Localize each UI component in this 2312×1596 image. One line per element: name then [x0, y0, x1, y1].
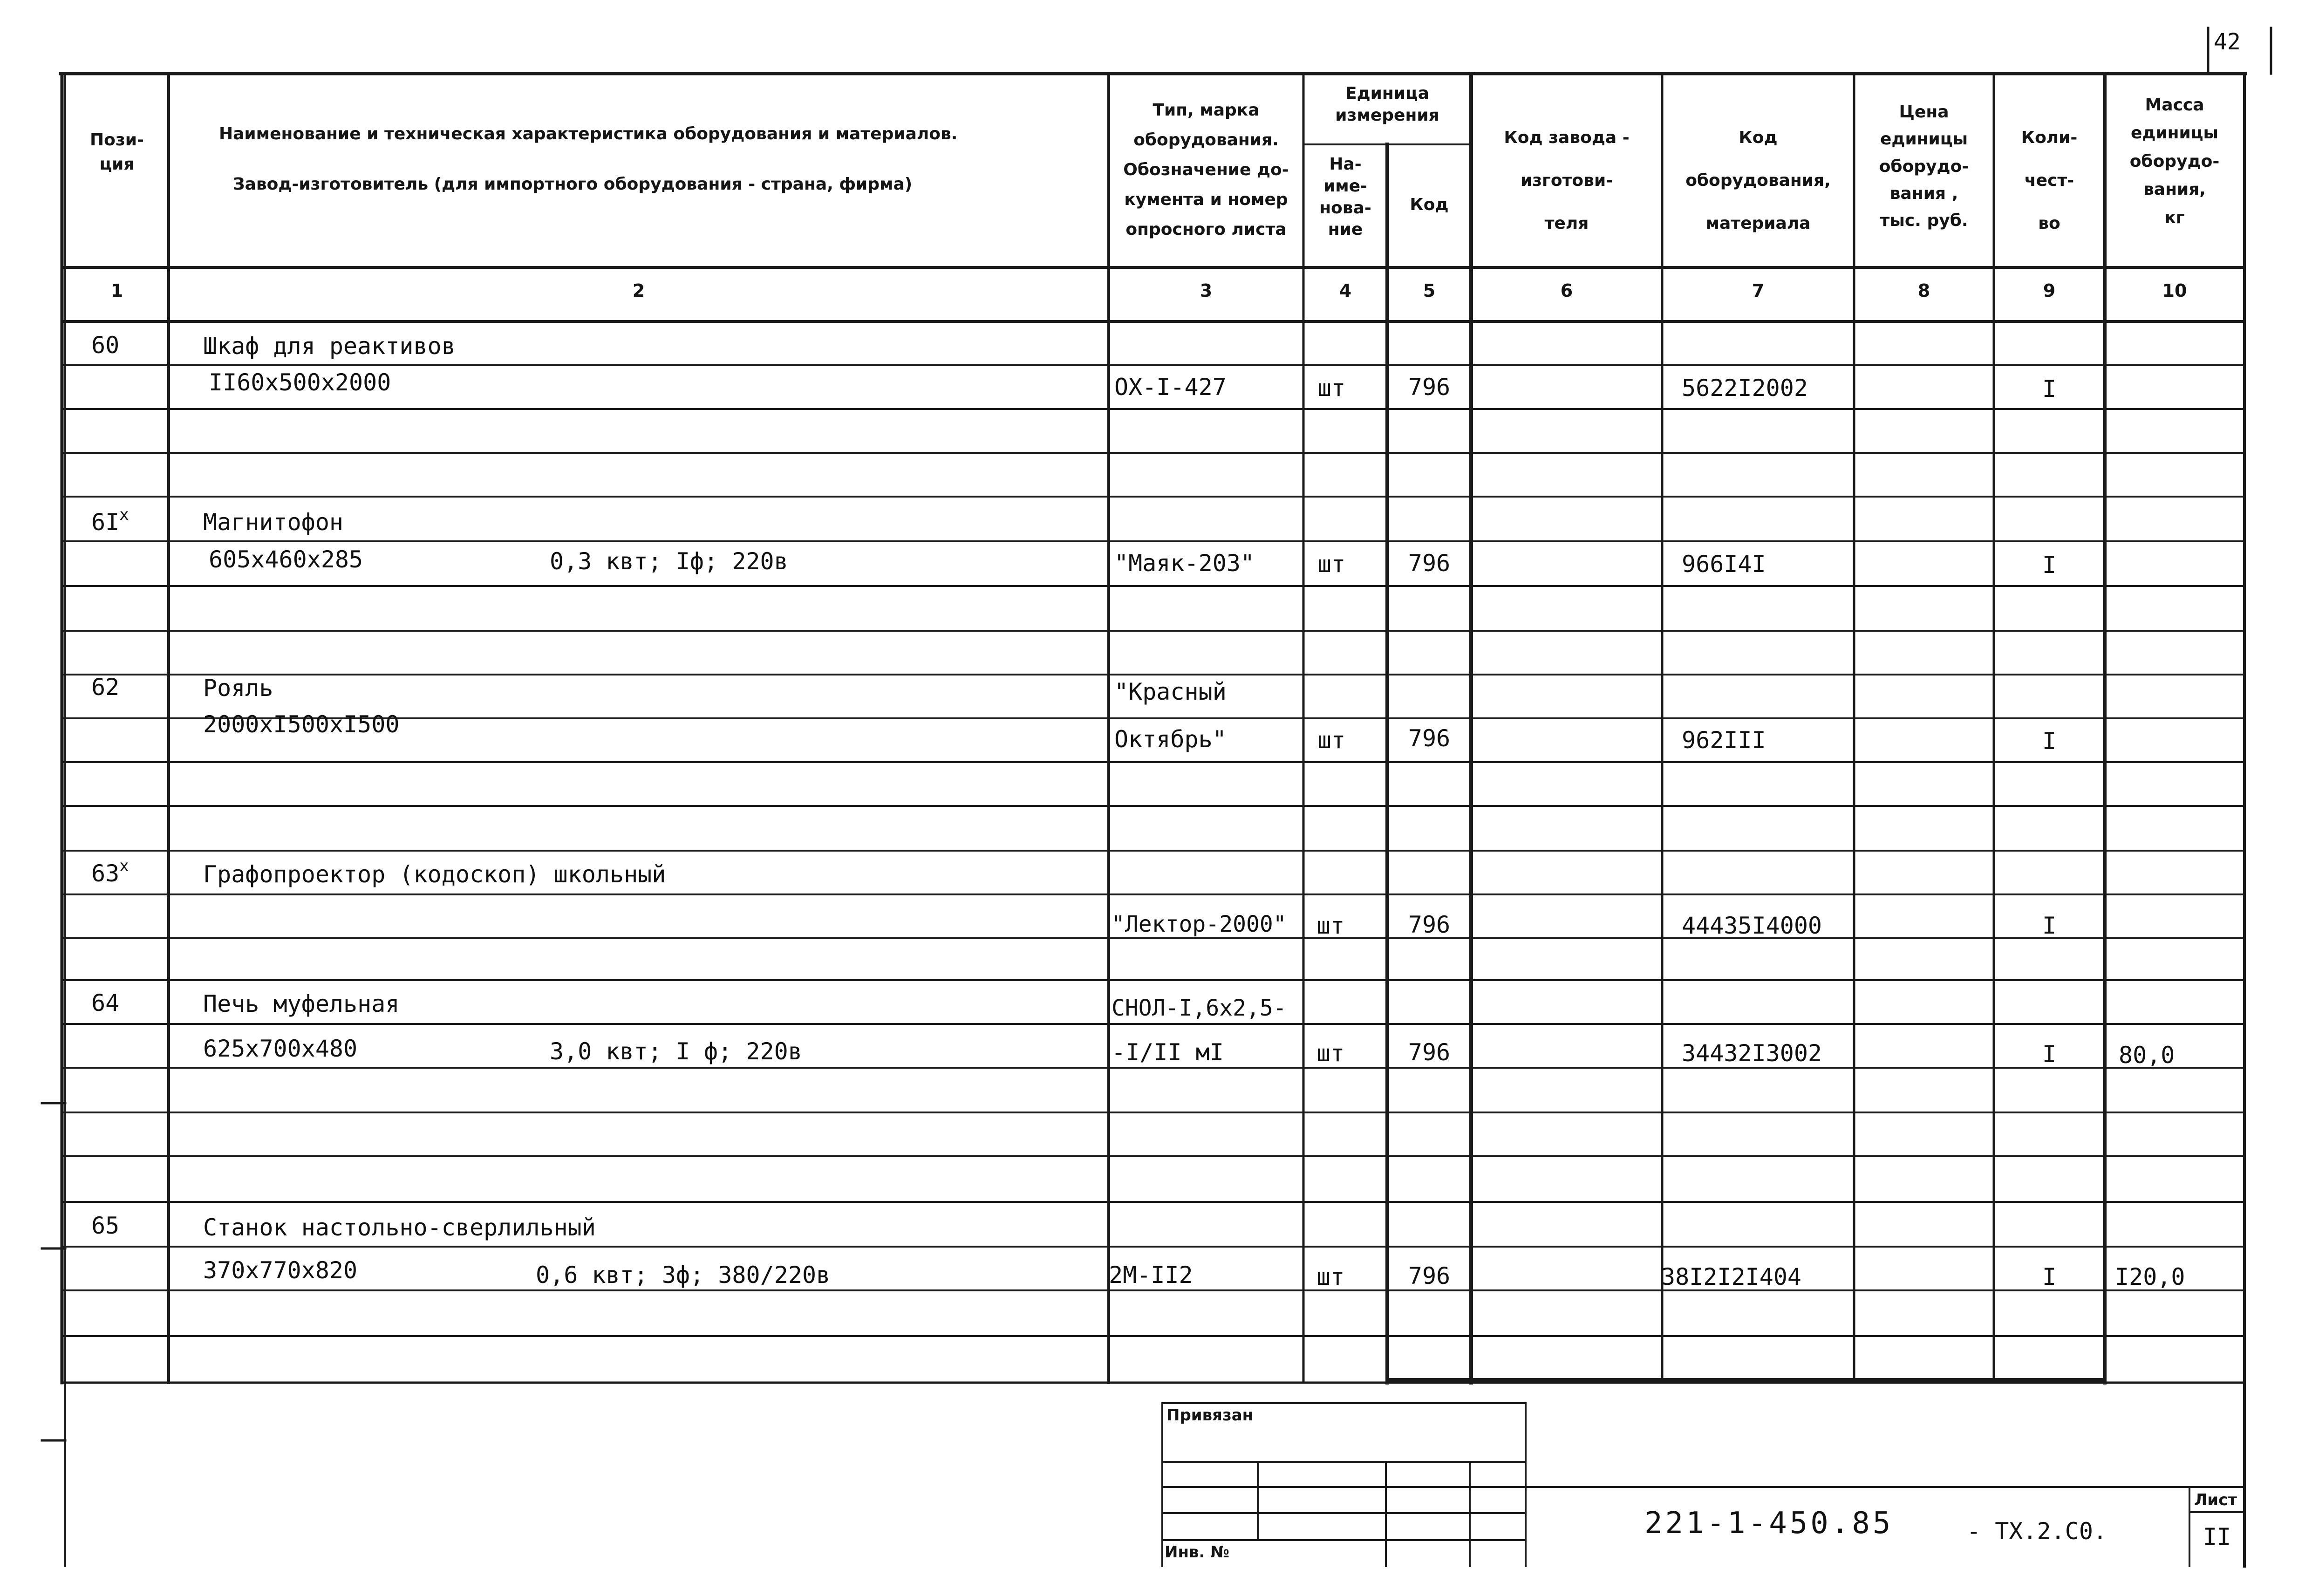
header-maker-code: Код завода - изготови- теля	[1504, 128, 1630, 233]
sheet-list-number: II	[2203, 1523, 2231, 1550]
colnum-5: 5	[1423, 280, 1436, 301]
stamp-privyazan: Привязан	[1166, 1406, 1254, 1425]
header-equipment-code: Код оборудования, материала	[1685, 128, 1831, 233]
item-type: Октябрь"	[1114, 726, 1227, 753]
item-dimensions: 2000хI500хI500	[203, 711, 400, 738]
header-price: Цена единицы оборудо- вания , тыс. руб.	[1879, 102, 1969, 231]
colnum-9: 9	[2043, 280, 2056, 301]
item-unit: шт	[1317, 551, 1346, 578]
item-name: Рояль	[203, 675, 273, 702]
sheet-label: Лист	[2194, 1491, 2237, 1509]
sheet-number: 42	[2214, 29, 2241, 55]
item-position: $6I^х$	[91, 505, 129, 536]
item-position: 64	[91, 989, 120, 1016]
item-unit-code: 796	[1408, 1039, 1451, 1066]
item-unit-code: 796	[1408, 1262, 1451, 1289]
item-unit: шт	[1316, 1263, 1345, 1290]
item-type: -I/II мI	[1112, 1039, 1224, 1066]
item-equipment-code: 962III	[1682, 727, 1766, 754]
header-quantity: Коли- чест- во	[2021, 128, 2078, 233]
item-power: 3,0 квт; I ф; 220в	[550, 1038, 802, 1065]
colnum-1: 1	[110, 280, 123, 301]
item-unit: шт	[1317, 375, 1346, 402]
item-unit-code: 796	[1408, 374, 1451, 401]
item-quantity: I	[2042, 728, 2057, 755]
item-unit-code: 796	[1408, 725, 1451, 752]
item-type-line1: "Красный	[1114, 678, 1227, 705]
colnum-2: 2	[632, 280, 645, 301]
colnum-3: 3	[1200, 280, 1213, 301]
item-name: Станок настольно-сверлильный	[203, 1214, 596, 1241]
item-position: $63^х$	[91, 857, 129, 887]
item-equipment-code: 38I2I2I404	[1661, 1263, 1802, 1290]
item-name: Печь муфельная	[203, 990, 400, 1017]
colnum-10: 10	[2162, 280, 2187, 301]
header-position: Пози- ция	[90, 130, 144, 174]
item-equipment-code: 5622I2002	[1682, 375, 1808, 402]
imported-mark: х	[119, 857, 129, 875]
item-equipment-code: 44435I4000	[1682, 912, 1822, 939]
item-type: ОХ-I-427	[1114, 374, 1227, 401]
item-type: 2М-II2	[1109, 1262, 1193, 1289]
item-position: 65	[91, 1212, 120, 1239]
item-quantity: I	[2042, 1041, 2057, 1068]
item-quantity: I	[2042, 552, 2057, 579]
imported-mark: х	[119, 505, 129, 524]
item-type: "Маяк-203"	[1114, 550, 1255, 577]
item-name: Графопроектор (кодоскоп) школьный	[203, 861, 666, 888]
header-name-line1: Наименование и техническая характеристика оборудования и материалов.	[219, 124, 958, 143]
item-position: 60	[91, 332, 120, 359]
item-unit-code: 796	[1408, 911, 1451, 938]
item-name: Магнитофон	[203, 509, 344, 536]
item-power: 0,6 квт; 3ф; 380/220в	[536, 1262, 831, 1289]
item-dimensions: II60х500х2000	[209, 369, 391, 396]
header-unit-name: На- име- нова- ние	[1319, 155, 1371, 239]
item-unit: шт	[1316, 1040, 1345, 1067]
header-unit-group: Единица измерения	[1335, 84, 1439, 125]
stamp-inventory-number: Инв. №	[1165, 1543, 1230, 1562]
item-position: 62	[91, 674, 120, 701]
item-dimensions: 625х700х480	[203, 1035, 358, 1062]
item-quantity: I	[2042, 375, 2057, 402]
item-equipment-code: 966I4I	[1682, 551, 1766, 578]
item-equipment-code: 34432I3002	[1682, 1040, 1822, 1067]
header-mass: Масса единицы оборудо- вания, кг	[2129, 95, 2220, 227]
item-type-line1: СНОЛ-I,6х2,5-	[1112, 995, 1287, 1021]
document-suffix: - ТХ.2.С0.	[1967, 1518, 2107, 1545]
header-type: Тип, марка оборудования. Обозначение до- кумента и номер опросного листа	[1123, 101, 1289, 239]
header-name-line2: Завод-изготовитель (для импортного оборудования - страна, фирма)	[233, 175, 913, 194]
item-mass: 80,0	[2119, 1042, 2175, 1069]
colnum-8: 8	[1917, 280, 1930, 301]
item-power: 0,3 квт; Iф; 220в	[550, 548, 788, 575]
document-code: 221-1-450.85	[1644, 1506, 1894, 1541]
item-unit: шт	[1317, 727, 1346, 754]
header-unit-code: Код	[1410, 195, 1449, 214]
colnum-6: 6	[1560, 280, 1573, 301]
item-type: "Лектор-2000"	[1112, 911, 1287, 937]
colnum-7: 7	[1752, 280, 1765, 301]
item-dimensions: 605х460х285	[209, 546, 363, 573]
item-quantity: I	[2042, 912, 2057, 939]
item-quantity: I	[2042, 1263, 2057, 1290]
item-name: Шкаф для реактивов	[203, 333, 456, 360]
item-mass: I20,0	[2115, 1263, 2185, 1290]
colnum-4: 4	[1339, 280, 1352, 301]
item-dimensions: 370х770х820	[203, 1257, 358, 1284]
item-unit-code: 796	[1408, 550, 1451, 577]
item-unit: шт	[1316, 912, 1345, 939]
